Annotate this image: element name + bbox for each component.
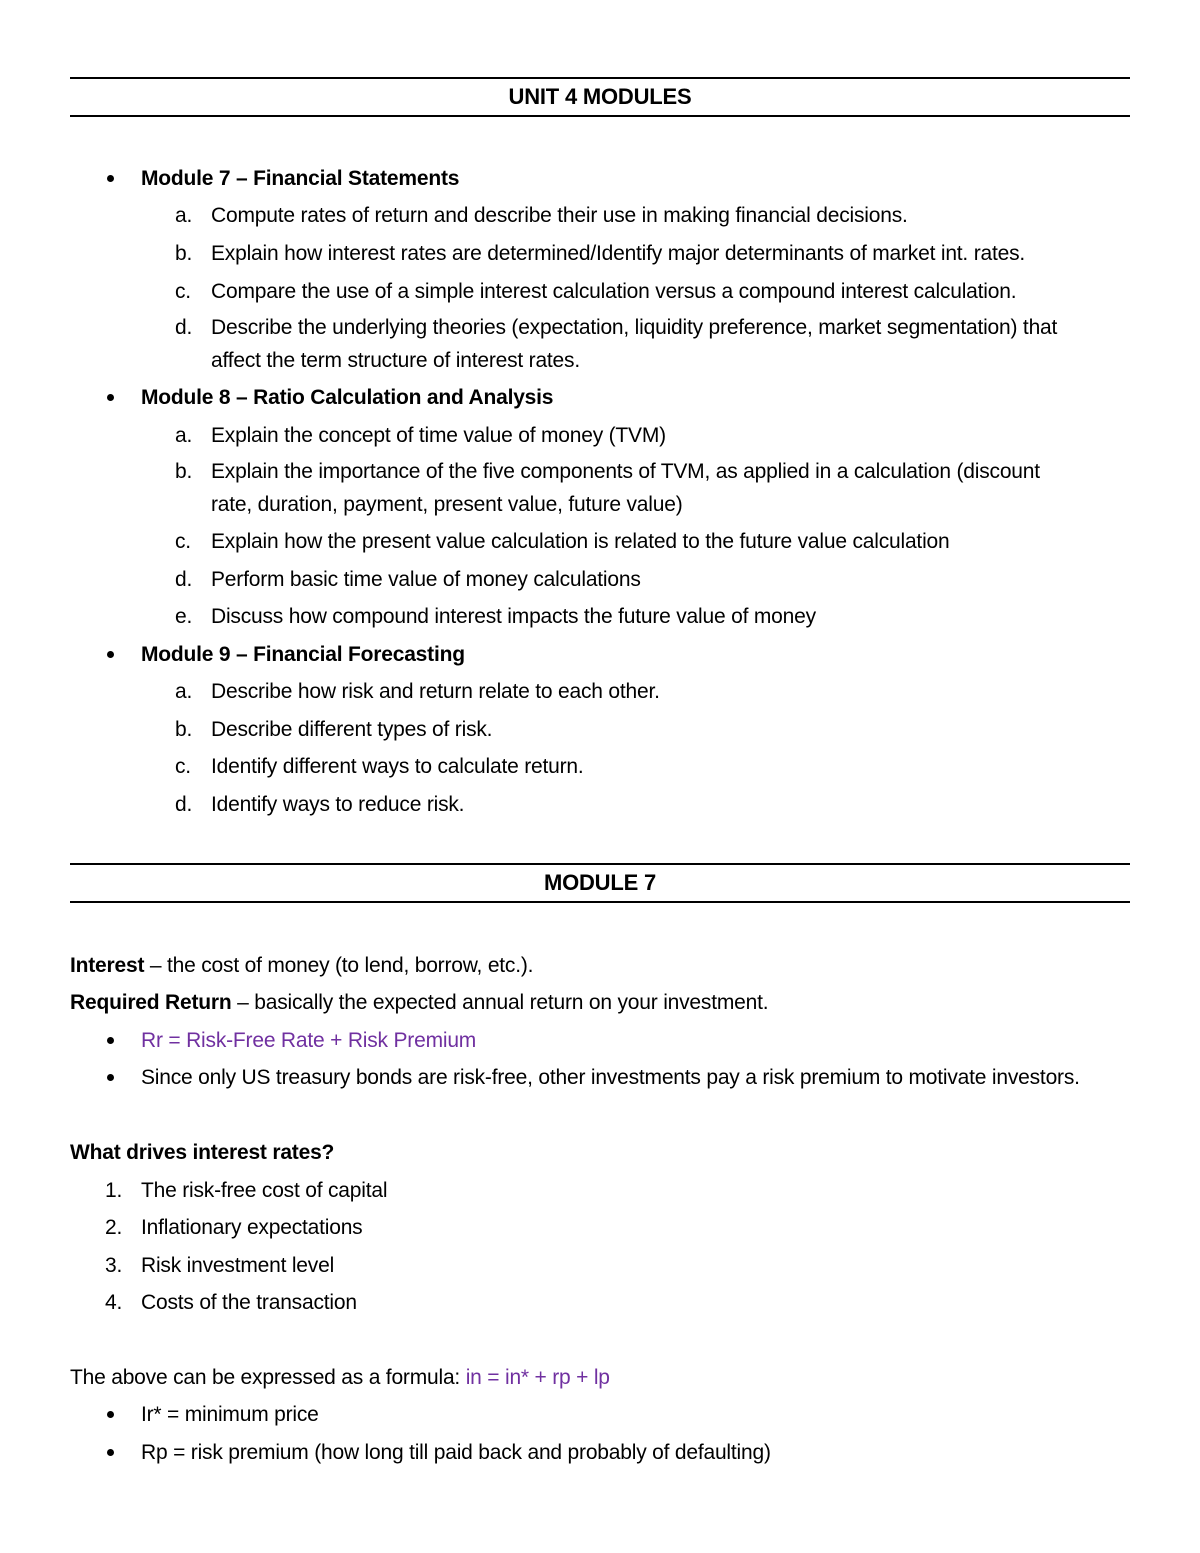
list-text: rate, duration, payment, present value, future value) [211, 493, 683, 516]
list-label: e. [175, 605, 193, 628]
list-text: Describe how risk and return relate to each other. [211, 680, 660, 703]
list-label: c. [175, 280, 191, 303]
interest-formula: in = in* + rp + lp [465, 1366, 610, 1389]
drivers-heading: What drives interest rates? [70, 1141, 335, 1164]
required-return-def: – basically the expected annual return on your investment. [231, 991, 769, 1014]
bullet-icon [107, 175, 114, 182]
list-text: Inflationary expectations [141, 1216, 363, 1239]
list-text: Compute rates of return and describe their use in making financial decisions. [211, 204, 908, 227]
list-text: Describe different types of risk. [211, 718, 493, 741]
list-text: affect the term structure of interest rates. [211, 349, 580, 372]
bullet-icon [107, 394, 114, 401]
bullet-icon [107, 651, 114, 658]
list-label: c. [175, 755, 191, 778]
list-text: Explain how the present value calculation is related to the future value calculation [211, 530, 950, 553]
interest-definition [70, 951, 533, 981]
list-text: Costs of the transaction [141, 1291, 357, 1314]
unit-header [70, 77, 1130, 117]
interest-term: Interest [70, 954, 145, 977]
list-label: a. [175, 204, 193, 227]
module-8-title: Module 8 – Ratio Calculation and Analysis [141, 386, 554, 409]
list-label: 3. [105, 1254, 123, 1277]
bullet-icon [107, 1037, 114, 1044]
rr-note: Since only US treasury bonds are risk-free, other investments pay a risk premium to motivate investors. [141, 1066, 1080, 1089]
unit-header-title: UNIT 4 MODULES [508, 84, 692, 109]
bullet-icon [107, 1074, 114, 1081]
list-text: The risk-free cost of capital [141, 1179, 388, 1202]
list-text: Describe the underlying theories (expectation, liquidity preference, market segmentation) that [211, 316, 1058, 339]
list-label: a. [175, 424, 193, 447]
list-label: a. [175, 680, 193, 703]
interest-def: – the cost of money (to lend, borrow, etc.). [144, 954, 534, 977]
list-text: Identify different ways to calculate return. [211, 755, 584, 778]
list-label: b. [175, 718, 193, 741]
module-9-title: Module 9 – Financial Forecasting [141, 643, 465, 666]
list-text: Perform basic time value of money calculations [211, 568, 641, 591]
list-label: c. [175, 530, 191, 553]
module-7-header [70, 863, 1130, 903]
list-text: Compare the use of a simple interest calculation versus a compound interest calculation. [211, 280, 1017, 303]
bullet-icon [107, 1411, 114, 1418]
formula-term: Ir* = minimum price [141, 1403, 319, 1426]
list-text: Risk investment level [141, 1254, 335, 1277]
formula-line [70, 1363, 610, 1393]
list-label: d. [175, 316, 193, 339]
module-7-header-title: MODULE 7 [543, 870, 657, 895]
required-return-term: Required Return [70, 991, 232, 1014]
formula-intro: The above can be expressed as a formula: [70, 1366, 466, 1389]
required-return-definition [70, 988, 768, 1018]
bullet-icon [107, 1449, 114, 1456]
list-text: Explain how interest rates are determined/Identify major determinants of market int. rates. [211, 242, 1026, 265]
list-label: 1. [105, 1179, 123, 1202]
list-label: 2. [105, 1216, 123, 1239]
list-label: b. [175, 460, 193, 483]
module-7-title: Module 7 – Financial Statements [141, 167, 460, 190]
rr-formula: Rr = Risk-Free Rate + Risk Premium [141, 1029, 477, 1052]
formula-term: Rp = risk premium (how long till paid back and probably of defaulting) [141, 1441, 771, 1464]
list-text: Discuss how compound interest impacts the future value of money [211, 605, 816, 628]
list-label: 4. [105, 1291, 123, 1314]
list-text: Explain the concept of time value of money (TVM) [211, 424, 666, 447]
list-label: b. [175, 242, 193, 265]
list-label: d. [175, 568, 193, 591]
list-text: Explain the importance of the five components of TVM, as applied in a calculation (discount [211, 460, 1040, 483]
list-label: d. [175, 793, 193, 816]
list-text: Identify ways to reduce risk. [211, 793, 465, 816]
